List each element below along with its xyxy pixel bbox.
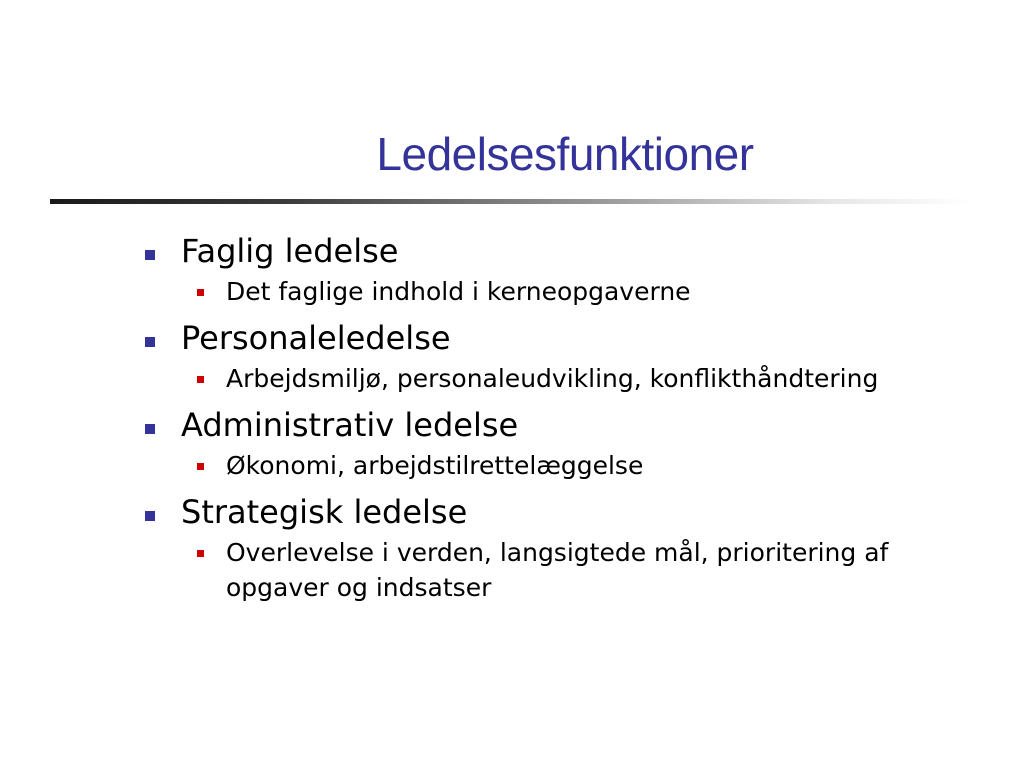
square-bullet-icon xyxy=(197,463,204,470)
bullet-label: Faglig ledelse xyxy=(181,232,399,270)
square-bullet-icon xyxy=(145,424,155,434)
sub-bullet-label: Arbejdsmiljø, personaleudvikling, konflikthåndtering xyxy=(226,364,879,393)
sub-bullet-item xyxy=(145,535,995,605)
bullet-label: Personaleledelse xyxy=(181,319,451,357)
bullet-label: Strategisk ledelse xyxy=(181,493,468,531)
sub-bullet-label: Det faglige indhold i kerneopgaverne xyxy=(226,277,691,306)
sub-bullet-label: Overlevelse i verden, langsigtede mål, prioritering af opgaver og indsatser xyxy=(226,538,889,602)
square-bullet-icon xyxy=(145,250,155,260)
square-bullet-icon xyxy=(197,376,204,383)
bullet-item-personaleledelse xyxy=(145,317,995,359)
sub-bullet-label: Økonomi, arbejdstilrettelæggelse xyxy=(226,451,644,480)
sub-bullet-item xyxy=(145,361,995,396)
sub-bullet-item xyxy=(145,274,995,309)
bullet-list xyxy=(145,230,995,605)
title-divider xyxy=(50,199,970,204)
sub-bullet-item xyxy=(145,448,995,483)
bullet-label: Administrativ ledelse xyxy=(181,406,519,444)
bullet-item-strategisk-ledelse xyxy=(145,491,995,533)
bullet-item-administrativ-ledelse xyxy=(145,404,995,446)
square-bullet-icon xyxy=(197,289,204,296)
square-bullet-icon xyxy=(197,550,204,557)
square-bullet-icon xyxy=(145,337,155,347)
slide-title: Ledelsesfunktioner xyxy=(376,128,754,180)
square-bullet-icon xyxy=(145,511,155,521)
bullet-item-faglig-ledelse xyxy=(145,230,995,272)
